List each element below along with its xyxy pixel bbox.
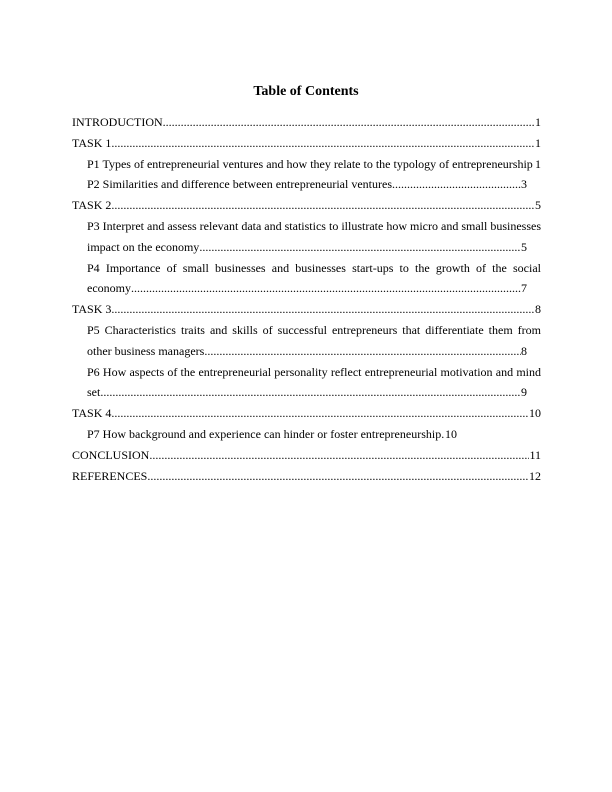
toc-entry-label: REFERENCES	[72, 468, 148, 483]
toc-dot-leader	[131, 278, 521, 299]
toc-page-number: 3	[521, 177, 527, 192]
toc-entry-label: CONCLUSION	[72, 447, 150, 462]
toc-dot-leader	[204, 341, 521, 362]
toc-dot-leader	[147, 466, 529, 487]
toc-page-number: 8	[535, 302, 541, 317]
toc-dot-leader	[392, 174, 521, 195]
toc-dot-leader	[111, 403, 529, 424]
toc-page-number: 11	[529, 447, 541, 462]
toc-dot-leader	[163, 112, 535, 133]
toc-title: Table of Contents	[253, 84, 359, 99]
toc-page-number: 10	[529, 406, 541, 421]
toc-entry-p1[interactable]	[72, 154, 541, 175]
toc-entry-label: TASK 3	[72, 302, 112, 317]
toc-entry-label: P6 How aspects of the entrepreneurial personality reflect entrepreneurial motivation and mind	[87, 364, 541, 379]
toc-page-number: 1	[535, 115, 541, 129]
toc-dot-leader	[149, 445, 529, 466]
toc-entry-introduction[interactable]	[72, 112, 541, 133]
toc-entry-p3[interactable]	[72, 216, 541, 258]
toc-entry-label: P2 Similarities and difference between entrepreneurial ventures	[87, 177, 392, 192]
toc-page-number: 1	[535, 156, 541, 171]
toc-entry-p2[interactable]	[72, 174, 541, 195]
toc-entry-task-2[interactable]	[72, 195, 541, 216]
toc-entry-p6[interactable]	[72, 362, 541, 404]
toc-entry-label: P1 Types of entrepreneurial ventures and how they relate to the typology of entrepreneurship	[87, 156, 533, 171]
toc-entry-label-continued: economy	[87, 281, 131, 296]
toc-page-number: 1	[535, 135, 541, 150]
toc-entry-label: P7 How background and experience can hinder or foster entrepreneurship	[87, 426, 442, 441]
toc-entry-task-4[interactable]	[72, 403, 541, 424]
toc-dot-leader	[111, 195, 535, 216]
toc-entry-label: INTRODUCTION	[72, 115, 163, 129]
toc-entry-label: P3 Interpret and assess relevant data and statistics to illustrate how micro and small businesses	[87, 218, 541, 233]
toc-entry-task-3[interactable]	[72, 299, 541, 320]
toc-dot-leader	[100, 382, 521, 403]
toc-entry-p4[interactable]	[72, 258, 541, 300]
toc-page-number: 8	[521, 343, 527, 358]
toc-entry-label-continued: other business managers	[87, 343, 205, 358]
toc-entry-label-continued: set	[87, 385, 101, 400]
toc-entry-task-1[interactable]	[72, 133, 541, 154]
toc-page-number: 12	[529, 468, 541, 483]
toc-entry-label: P5 Characteristics traits and skills of successful entrepreneurs that differentiate them from	[87, 322, 541, 337]
toc-entry-p5[interactable]	[72, 320, 541, 362]
toc-dot-leader	[111, 299, 535, 320]
toc-entry-label: TASK 4	[72, 406, 112, 421]
toc-entry-references[interactable]	[72, 466, 541, 487]
toc-dot-leader	[199, 237, 521, 258]
toc-entry-label-continued: impact on the economy	[87, 239, 200, 254]
toc-entry-p7[interactable]	[72, 424, 541, 445]
toc-entry-label: P4 Importance of small businesses and businesses start-ups to the growth of the social	[87, 260, 541, 275]
toc-page-number: 9	[521, 385, 527, 400]
toc-page-number: 5	[535, 198, 541, 213]
table-of-contents	[72, 112, 541, 486]
toc-page-number: 10	[445, 426, 457, 441]
toc-entry-label: TASK 1	[72, 135, 112, 150]
toc-page-number: 7	[521, 281, 527, 296]
toc-page-number: 5	[521, 239, 527, 254]
toc-dot-leader	[111, 133, 535, 154]
toc-entry-conclusion[interactable]	[72, 445, 541, 466]
toc-entry-label: TASK 2	[72, 198, 112, 213]
